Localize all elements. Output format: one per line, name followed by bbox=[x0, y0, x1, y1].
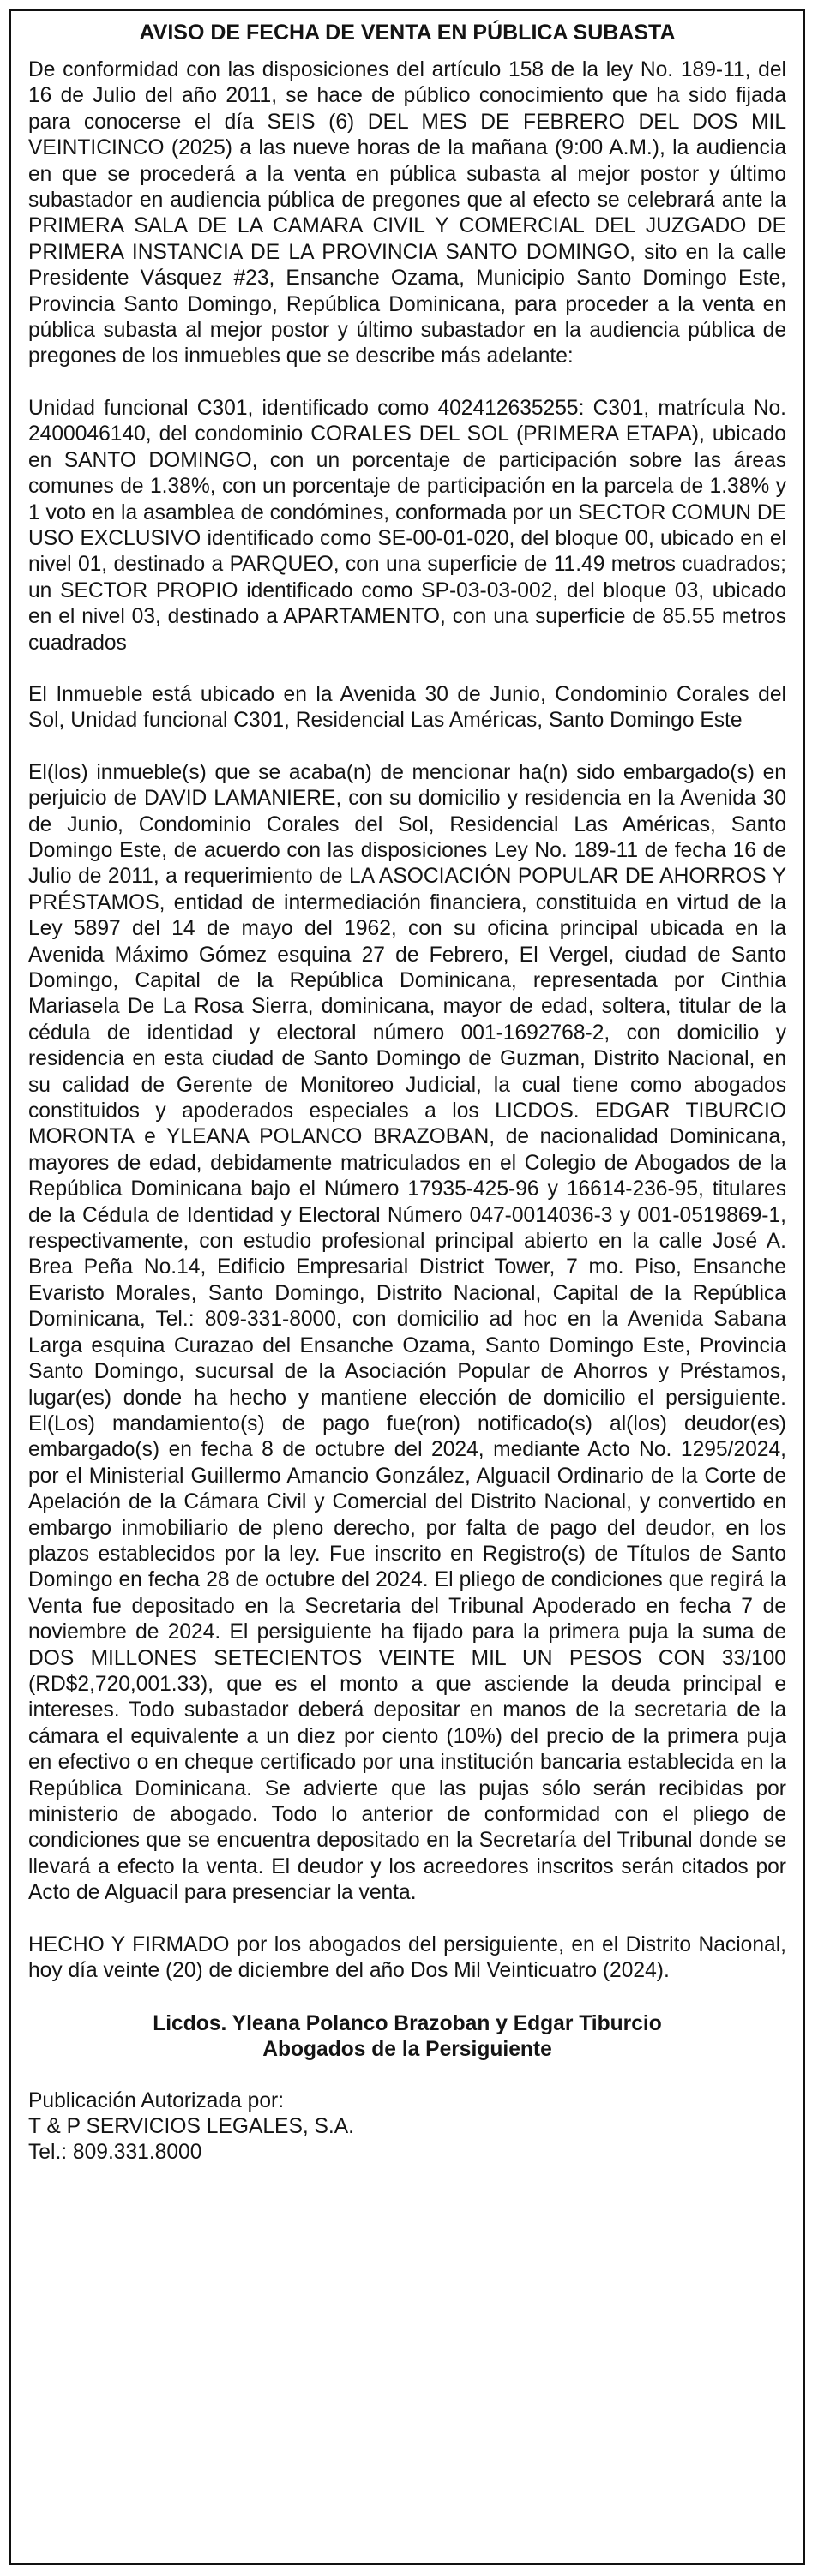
paragraph-property-location: El Inmueble está ubicado en la Avenida 30 de Junio, Condominio Corales del Sol, Unidad funcional C301, Residencial Las Américas, Santo Domingo Este bbox=[28, 682, 786, 733]
legal-notice bbox=[9, 9, 805, 2565]
paragraph-seizure-details: El(los) inmueble(s) que se acaba(n) de mencionar ha(n) sido embargado(s) en perjuicio de DAVID LAMANIERE, con su domicilio y residencia en la Avenida 30 de Junio, Condominio Corales del Sol, Residencial Las Américas, Santo Domingo Este, de acuerdo con las disposiciones Ley No. 189-11 de fecha 16 de Julio de 2011, a requerimiento de LA ASOCIACIÓN POPULAR DE AHORROS Y PRÉSTAMOS, entidad de intermediación financiera, constituida en virtud de la Ley 5897 del 14 de mayo del 1962, con su oficina principal ubicada en la Avenida Máximo Gómez esquina 27 de Febrero, El Vergel, ciudad de Santo Domingo, Capital de la República Dominicana, representada por Cinthia Mariasela De La Rosa Sierra, dominicana, mayor de edad, soltera, titular de la cédula de identidad y electoral número 001-1692768-2, con domicilio y residencia en esta ciudad de Santo Domingo de Guzman, Distrito Nacional, en su calidad de Gerente de Monitoreo Judicial, la cual tiene como abogados constituidos y apoderados especiales a los LICDOS. EDGAR TIBURCIO MORONTA e YLEANA POLANCO BRAZOBAN, de nacionalidad Dominicana, mayores de edad, debidamente matriculados en el Colegio de Abogados de la República Dominicana bajo el Número 17935-425-96 y 16614-236-95, titulares de la Cédula de Identidad y Electoral Número 047-0014036-3 y 001-0519869-1, respectivamente, con estudio profesional principal abierto en la calle José A. Brea Peña No.14, Edificio Empresarial District Tower, 7 mo. Piso, Ensanche Evaristo Morales, Santo Domingo, Distrito Nacional, Capital de la República Dominicana, Tel.: 809-331-8000, con domicilio ad hoc en la Avenida Sabana Larga esquina Curazao del Ensanche Ozama, Santo Domingo Este, Provincia Santo Domingo, sucursal de la Asociación Popular de Ahorros y Préstamos, lugar(es) donde ha hecho y mantiene elección de domicilio el persiguiente. El(Los) mandamiento(s) de pago fue(ron) notificado(s) al(los) deudor(es) embargado(s) en fecha 8 de octubre del 2024, mediante Acto No. 1295/2024, por el Ministerial Guillermo Amancio González, Alguacil Ordinario de la Corte de Apelación de la Cámara Civil y Comercial del Distrito Nacional, y convertido en embargo inmobiliario de pleno derecho, por falta de pago del deudor, en los plazos establecidos por la ley. Fue inscrito en Registro(s) de Títulos de Santo Domingo en fecha 28 de octubre del 2024. El pliego de condiciones que regirá la Venta fue depositado en la Secretaria del Tribunal Apoderado en fecha 7 de noviembre de 2024. El persiguiente ha fijado para la primera puja la suma de DOS MILLONES SETECIENTOS VEINTE MIL UN PESOS CON 33/100 (RD$2,720,001.33), que es el monto a que asciende la deuda principal e intereses. Todo subastador deberá depositar en manos de la secretaria de la cámara el equivalente a un diez por ciento (10%) del precio de la primera puja en efectivo o en cheque certificado por una institución bancaria establecida en la República Dominicana. Se advierte que las pujas sólo serán recibidas por ministerio de abogado. Todo lo anterior de conformidad con el pliego de condiciones que se encuentra depositado en la Secretaría del Tribunal donde se llevará a efecto la venta. El deudor y los acreedores inscritos serán citados por Acto de Alguacil para presenciar la venta. bbox=[28, 760, 786, 1905]
paragraph-signed-date: HECHO Y FIRMADO por los abogados del persiguiente, en el Distrito Nacional, hoy día veinte (20) de diciembre del año Dos Mil Veinticuatro (2024). bbox=[28, 1932, 786, 1983]
authorized-by-label: Publicación Autorizada por: bbox=[28, 2089, 285, 2113]
signers-block bbox=[28, 2011, 786, 2063]
notice-title: AVISO DE FECHA DE VENTA EN PÚBLICA SUBASTA bbox=[139, 21, 676, 45]
company-phone: Tel.: 809.331.8000 bbox=[28, 2141, 202, 2165]
publication-footer bbox=[28, 2088, 786, 2166]
paragraph-hearing-date: De conformidad con las disposiciones del artículo 158 de la ley No. 189-11, del 16 de Julio del año 2011, se hace de público conocimiento que ha sido fijada para conocerse el día SEIS (6) DEL MES DE FEBRERO DEL DOS MIL VEINTICINCO (2025) a las nueve horas de la mañana (9:00 A.M.), la audiencia en que se procederá a la venta en pública subasta al mejor postor y último subastador en audiencia pública de pregones que al efecto se celebrará ante la PRIMERA SALA DE LA CAMARA CIVIL Y COMERCIAL DEL JUZGADO DE PRIMERA INSTANCIA DE LA PROVINCIA SANTO DOMINGO, sito en la calle Presidente Vásquez #23, Ensanche Ozama, Municipio Santo Domingo Este, Provincia Santo Domingo, República Dominicana, para proceder a la venta en pública subasta al mejor postor y último subastador en la audiencia pública de pregones de los inmuebles que se describe más adelante: bbox=[28, 58, 786, 368]
paragraph-property-description: Unidad funcional C301, identificado como 402412635255: C301, matrícula No. 2400046140, del condominio CORALES DEL SOL (PRIMERA ETAPA), ubicado en SANTO DOMINGO, con un porcentaje de participación sobre las áreas comunes de 1.38%, con un porcentaje de participación en la parcela de 1.38% y 1 voto en la asamblea de condómines, conformada por un SECTOR COMUN DE USO EXCLUSIVO identificado como SE-00-01-020, del bloque 00, ubicado en el nivel 01, destinado a PARQUEO, con una superficie de 11.49 metros cuadrados; un SECTOR PROPIO identificado como SP-03-03-002, del bloque 03, ubicado en el nivel 03, destinado a APARTAMENTO, con una superficie de 85.55 metros cuadrados bbox=[28, 396, 786, 655]
signers-names: Licdos. Yleana Polanco Brazoban y Edgar Tiburcio bbox=[153, 2012, 662, 2036]
company-name: T & P SERVICIOS LEGALES, S.A. bbox=[28, 2115, 355, 2139]
signers-role: Abogados de la Persiguiente bbox=[262, 2038, 552, 2062]
